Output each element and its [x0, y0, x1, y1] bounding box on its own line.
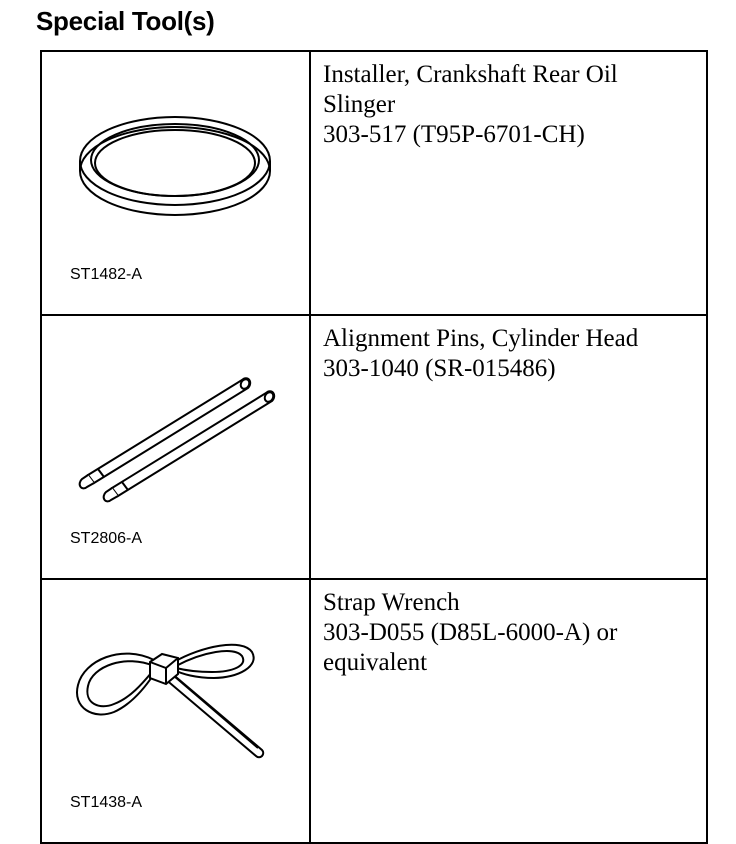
- tool-name: Strap Wrench: [323, 589, 460, 616]
- tool-name-continued: Slinger: [323, 91, 396, 118]
- table-row: [41, 51, 707, 315]
- tool-description-cell: [310, 51, 707, 315]
- special-tools-table: [40, 50, 708, 844]
- tool-description-cell: [310, 315, 707, 579]
- page-title: Special Tool(s): [36, 6, 215, 36]
- table-row: [41, 579, 707, 843]
- table-row: [41, 315, 707, 579]
- tool-code: ST1438-A: [70, 794, 143, 811]
- tool-code: ST1482-A: [70, 266, 143, 283]
- tool-part-number: 303-517 (T95P-6701-CH): [323, 121, 585, 148]
- tool-part-number: 303-D055 (D85L-6000-A) or: [323, 619, 618, 646]
- tool-illustration-cell: [41, 315, 310, 579]
- tool-part-number: 303-1040 (SR-015486): [323, 355, 556, 382]
- tool-illustration-cell: [41, 51, 310, 315]
- tool-name: Installer, Crankshaft Rear Oil: [323, 61, 618, 88]
- tool-illustration-cell: [41, 579, 310, 843]
- tool-note: equivalent: [323, 649, 428, 676]
- tool-code: ST2806-A: [70, 530, 143, 547]
- tool-description-cell: [310, 579, 707, 843]
- tool-name: Alignment Pins, Cylinder Head: [323, 325, 639, 352]
